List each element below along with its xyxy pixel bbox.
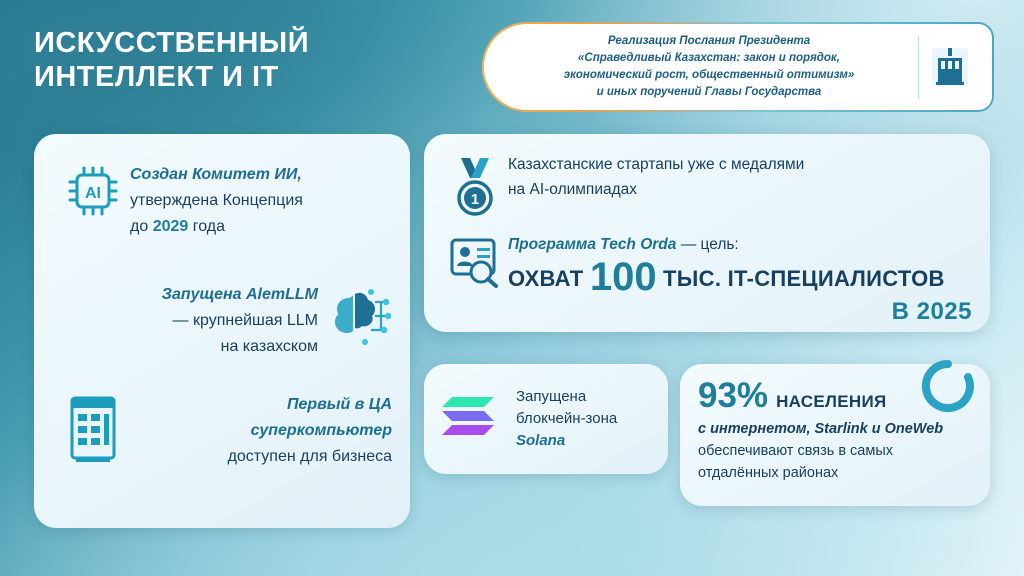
tech-orda-text — [508, 232, 972, 324]
id-card-search-icon — [442, 232, 508, 288]
tech-orda-goal — [508, 257, 972, 324]
tech-orda-lead-suffix: — цель: — [676, 236, 739, 253]
medal-badge-number: 1 — [470, 191, 480, 208]
medal-line-1: Казахстанские стартапы уже с медалями — [508, 156, 805, 173]
medal-line-2: на AI-олимпиадах — [508, 181, 638, 198]
goal-year: В 2025 — [891, 298, 972, 325]
medal-icon — [442, 152, 508, 218]
item-lead-2: суперкомпьютер — [250, 422, 392, 439]
goal-suffix: ТЫС. IT-СПЕЦИАЛИСТОВ — [656, 266, 945, 291]
list-item-text — [130, 162, 392, 240]
item-text-prefix: до — [130, 218, 153, 235]
tech-orda-row — [442, 232, 972, 324]
item-year: 2029 — [152, 218, 189, 235]
stacked-layers-icon — [440, 389, 502, 450]
item-text-2: на казахском — [220, 338, 318, 355]
coverage-line-2 — [698, 418, 972, 440]
item-text: доступен для бизнеса — [227, 448, 392, 465]
brain-circuit-icon — [318, 282, 392, 352]
solana-text — [516, 386, 617, 452]
tech-orda-lead: Программа Tech Orda — [508, 236, 677, 253]
banner-line-4: и иных поручений Главы Государства — [596, 86, 822, 98]
banner-line-2: «Справедливый Казахстан: закон и порядок, — [578, 52, 840, 64]
startups-techorda-card — [424, 134, 990, 332]
item-lead-1: Первый в ЦА — [286, 396, 392, 413]
coverage-line-3: обеспечивают связь в самых — [698, 443, 893, 459]
solana-blockchain-card — [424, 364, 668, 474]
medal-row — [442, 152, 972, 218]
page-title — [34, 26, 309, 94]
list-item — [56, 162, 392, 240]
banner-line-3: экономический рост, общественный оптимизм» — [563, 69, 855, 81]
item-text: — крупнейшая LLM — [172, 312, 318, 329]
solana-line-2: блокчейн-зона — [516, 410, 618, 427]
list-item — [56, 392, 392, 470]
goal-number: 100 — [589, 255, 657, 299]
coverage-label: НАСЕЛЕНИЯ — [776, 392, 887, 411]
item-text: утверждена Концепция — [130, 192, 303, 209]
president-message-text — [506, 33, 918, 101]
tech-orda-lead-line — [508, 232, 972, 257]
svg-text:AI: AI — [85, 185, 101, 202]
satellite-ring-icon — [920, 358, 976, 419]
ai-initiatives-card — [34, 134, 410, 528]
internet-coverage-card — [680, 364, 990, 506]
solana-brand: Solana — [516, 432, 566, 449]
banner-line-1: Реализация Послания Президента — [607, 35, 811, 47]
government-building-icon — [918, 36, 980, 98]
solana-line-1: Запущена — [516, 388, 587, 405]
coverage-percent: 93% — [698, 376, 769, 415]
supercomputer-icon — [56, 392, 130, 464]
coverage-line-4: отдалённых районах — [698, 465, 839, 481]
president-message-banner — [482, 22, 994, 112]
list-item-text — [130, 392, 392, 470]
list-item-text — [56, 282, 318, 360]
medal-text — [508, 152, 972, 202]
page-title-line-1: ИСКУССТВЕННЫЙ — [34, 27, 310, 59]
item-lead: Запущена AlemLLM — [161, 286, 318, 303]
list-item — [56, 282, 392, 360]
coverage-line-2-text: с интернетом, Starlink и OneWeb — [698, 421, 944, 437]
item-text-suffix: года — [188, 218, 225, 235]
page-title-line-2: ИНТЕЛЛЕКТ И IT — [34, 61, 279, 93]
item-lead: Создан Комитет ИИ, — [130, 166, 302, 183]
ai-chip-icon — [56, 162, 130, 220]
goal-prefix: ОХВАТ — [508, 266, 590, 291]
